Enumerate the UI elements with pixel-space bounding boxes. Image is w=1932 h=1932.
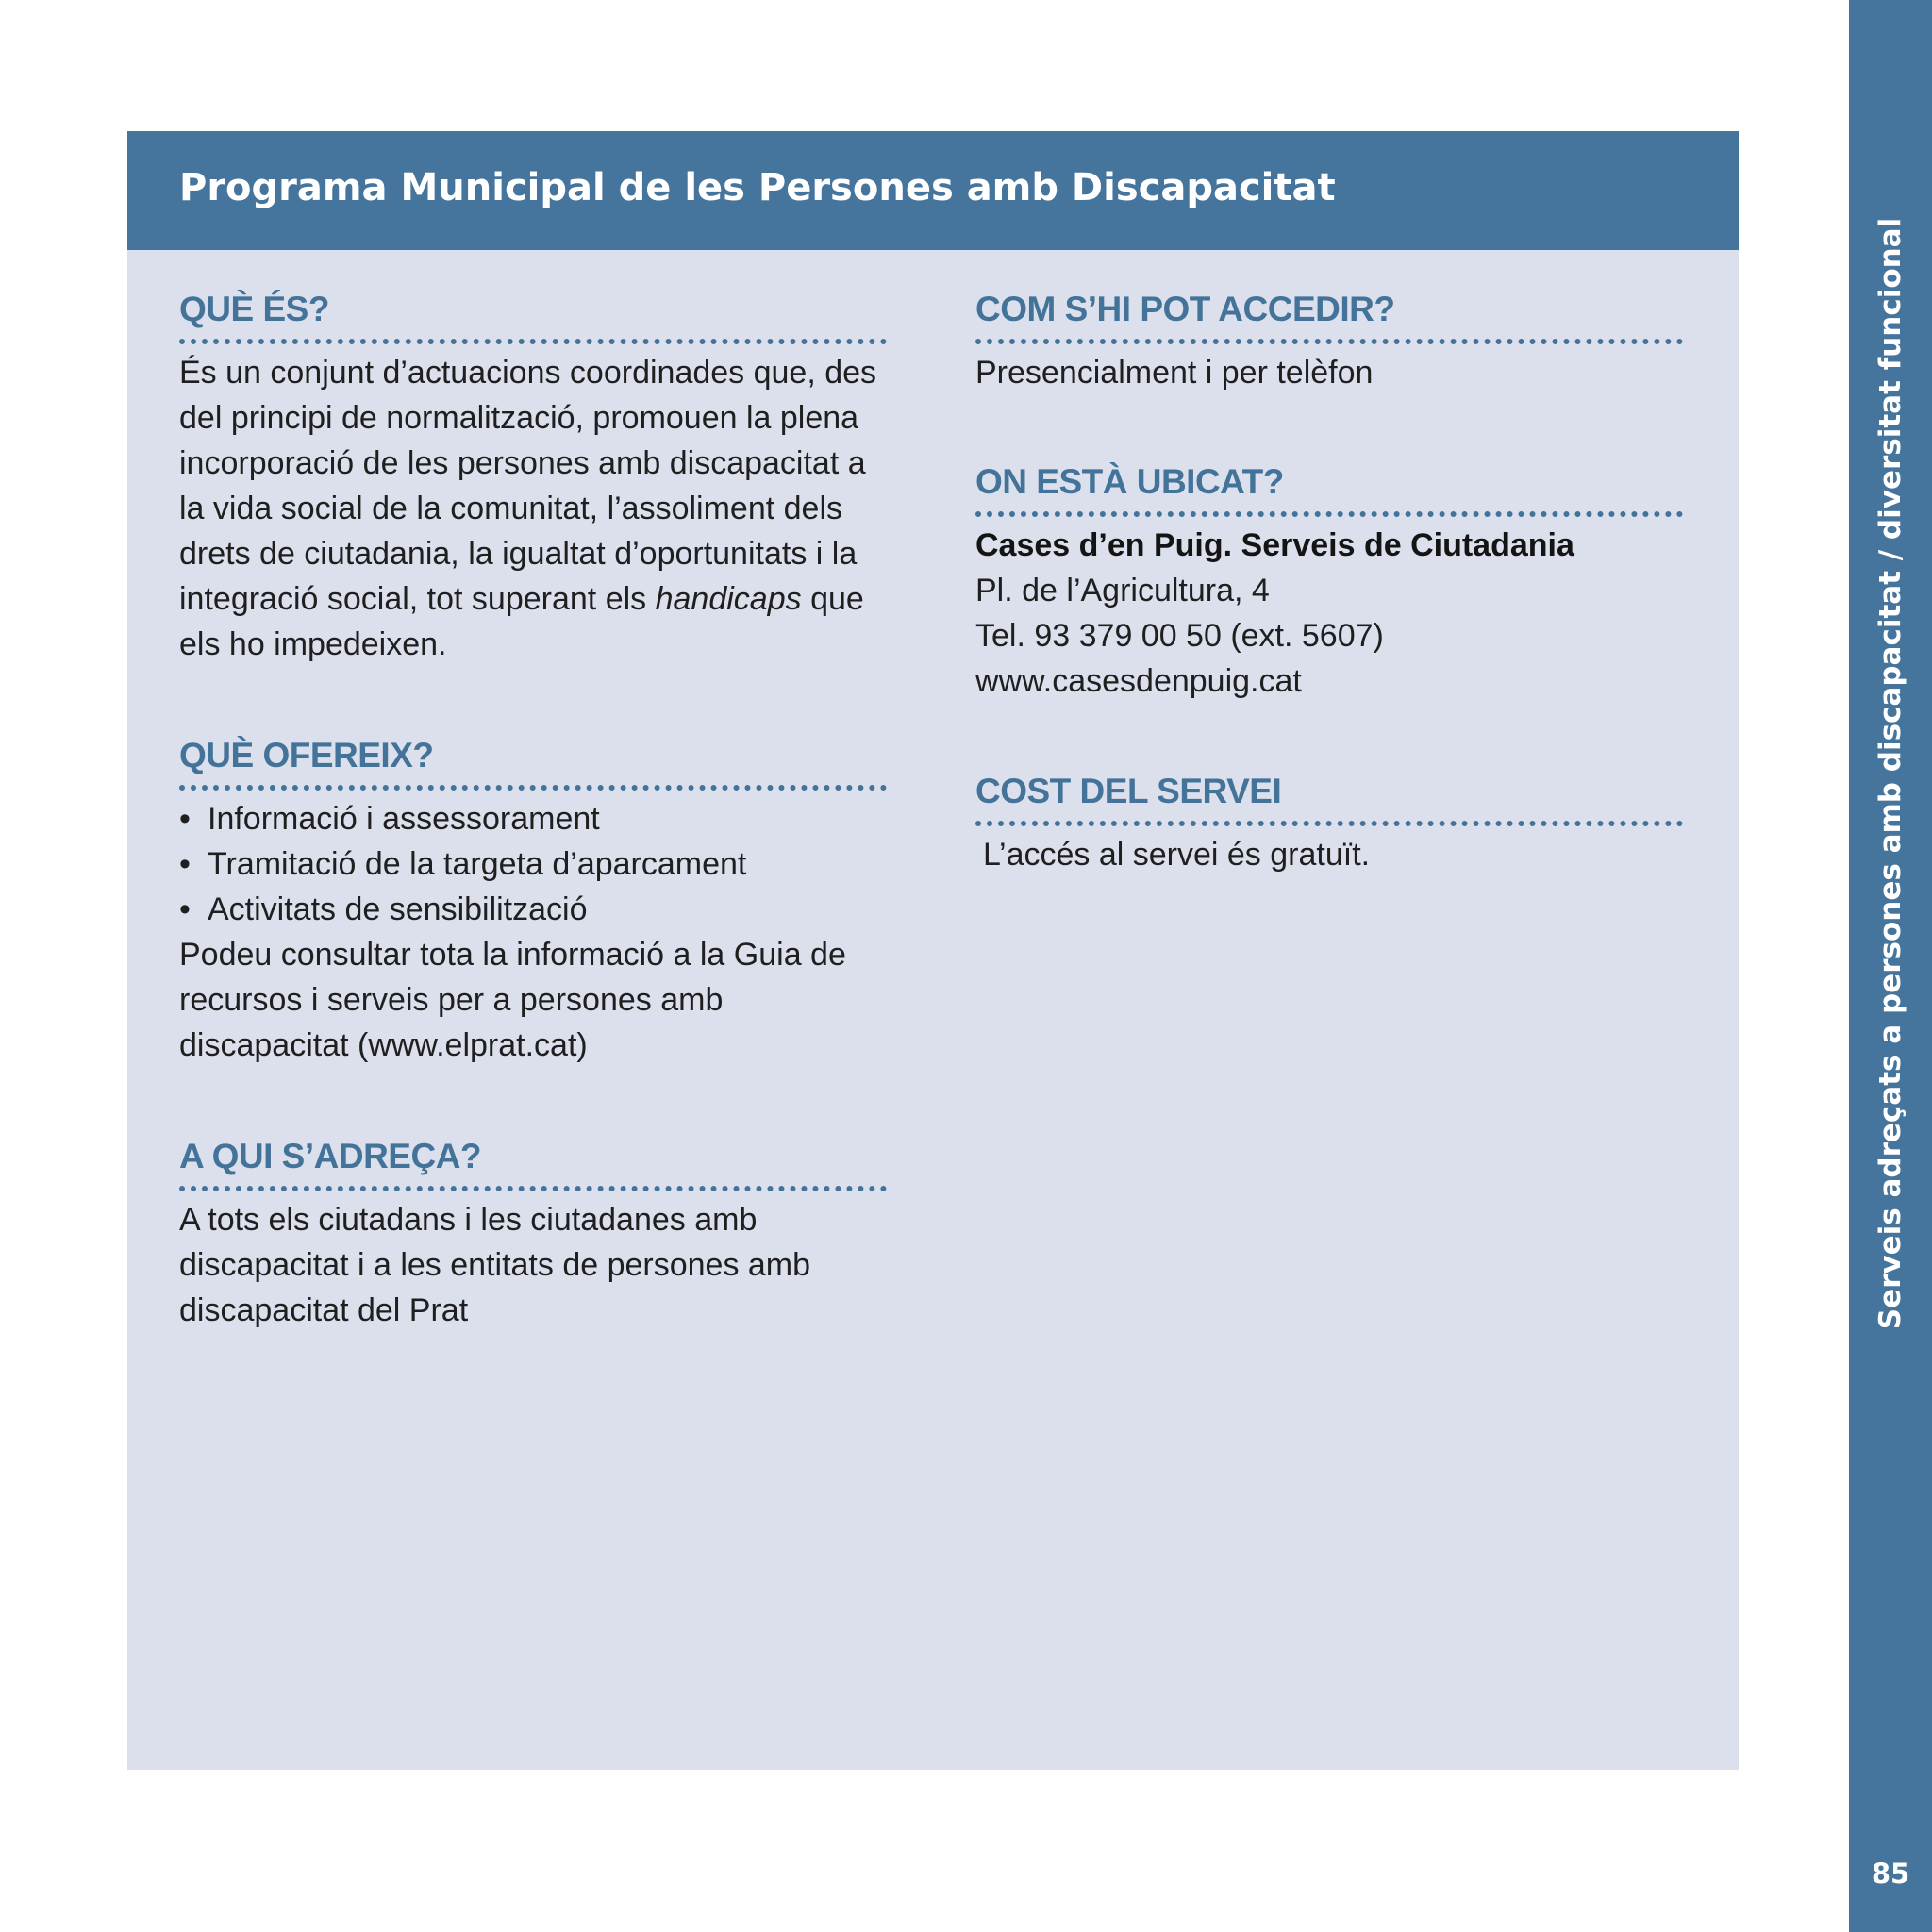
card-header (127, 131, 1739, 250)
section-que-es (179, 288, 887, 667)
section-heading: A QUI S’ADREÇA? (179, 1135, 887, 1191)
website-link[interactable]: www.casesdenpuig.cat (975, 663, 1302, 699)
section-text: L’accés al servei és gratuït. (983, 837, 1371, 873)
address: Pl. de l’Agricultura, 4 (975, 573, 1270, 608)
section-text: A tots els ciutadans i les ciutadanes amb discapacitat i a les entitats de persones amb discapacitat del Prat (179, 1202, 811, 1328)
list-item-label: Activitats de sensibilització (208, 891, 588, 927)
section-on-ubicat (975, 460, 1683, 704)
bullet-icon: • (179, 846, 191, 882)
list-item-label: Informació i assessorament (208, 801, 600, 837)
page-number: 85 (1871, 1857, 1910, 1890)
emphasis-text: handicaps (655, 581, 802, 617)
bullet-icon: • (179, 801, 191, 837)
bullet-icon: • (179, 891, 191, 927)
text-part: És un conjunt d’actuacions coordinades que, des del principi de normalització, promouen la plena incorporació de les persones amb discapacitat a la vida social de la comunitat, l’assoliment dels drets de ciutadania, la igualtat d’oportunitats i la integració social, tot superant els (179, 355, 877, 617)
section-heading: QUÈ ÉS? (179, 288, 887, 344)
info-card (127, 131, 1739, 1770)
chapter-title: Serveis adreçats a persones amb discapacitat / diversitat funcional (1874, 217, 1907, 1330)
list-item (179, 887, 887, 932)
section-text: Presencialment i per telèfon (975, 355, 1374, 391)
list-item-label: Tramitació de la targeta d’aparcament (208, 846, 747, 882)
text-part: que els ho impedeixen. (179, 581, 864, 662)
side-band (1849, 0, 1932, 1932)
section-heading: COM S’HI POT ACCEDIR? (975, 288, 1683, 344)
list-item (179, 796, 887, 841)
offer-list (179, 796, 887, 932)
section-com-accedir (975, 288, 1683, 395)
section-heading: QUÈ OFEREIX? (179, 734, 887, 791)
phone: Tel. 93 379 00 50 (ext. 5607) (975, 618, 1384, 654)
page-title: Programa Municipal de les Persones amb Discapacitat (179, 166, 1336, 209)
list-item (179, 841, 887, 887)
section-heading: ON ESTÀ UBICAT? (975, 460, 1683, 517)
section-cost (975, 770, 1683, 877)
section-heading: COST DEL SERVEI (975, 770, 1683, 826)
section-a-qui (179, 1135, 887, 1333)
guide-note: Podeu consultar tota la informació a la Guia de recursos i serveis per a persones amb discapacitat (www.elprat.cat) (179, 937, 846, 1063)
section-text (179, 350, 887, 667)
section-que-ofereix (179, 734, 887, 1068)
place-name: Cases d’en Puig. Serveis de Ciutadania (975, 527, 1574, 563)
